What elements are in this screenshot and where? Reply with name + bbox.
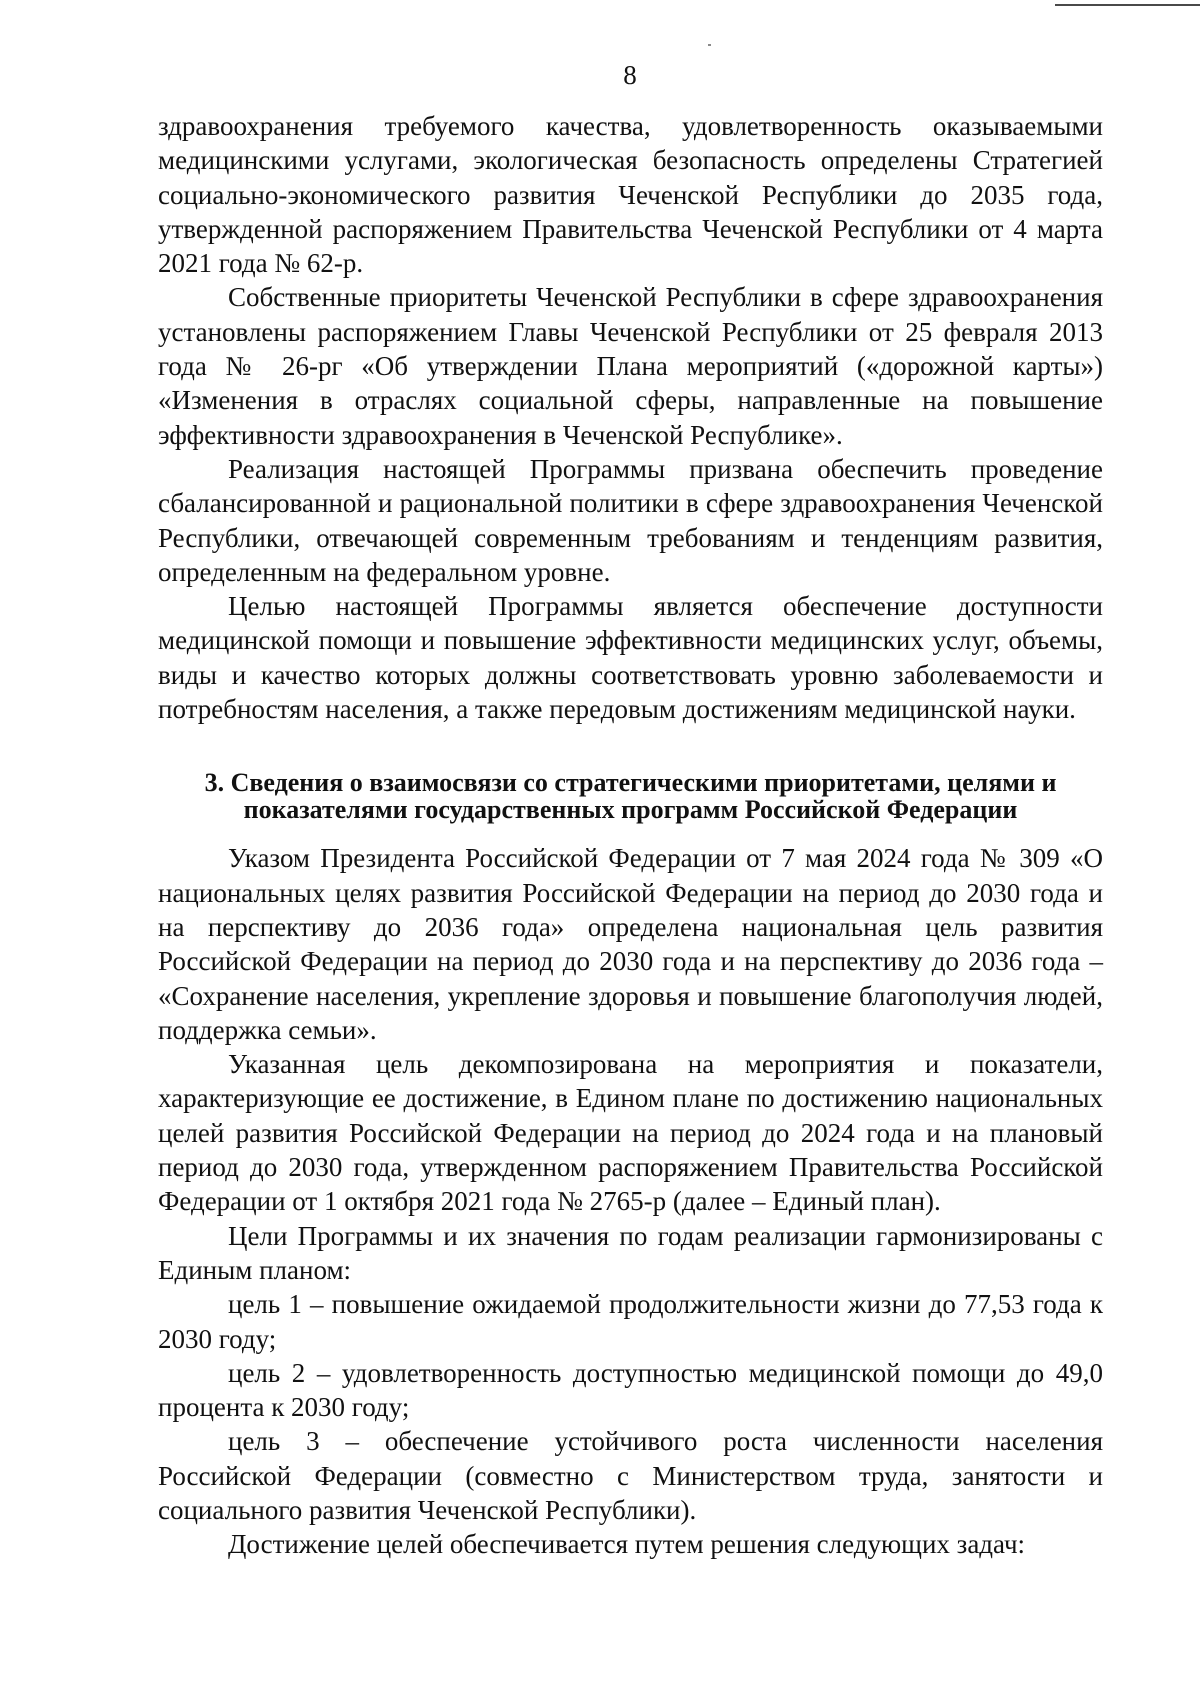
section-heading	[158, 769, 1103, 823]
paragraph-priorities: Собственные приоритеты Чеченской Республики в сфере здравоохранения установлены распоряжением Главы Чеченской Республики от 25 февраля 2013 года № 26-рг «Об утверждении Плана мероприятий («дорожной карты») «Изменения в отраслях социальной сферы, направленные на повышение эффективности здравоохранения в Чеченской Республике».	[158, 282, 1103, 450]
paragraph-presidential-decree: Указом Президента Российской Федерации от 7 мая 2024 года № 309 «О национальных целях развития Российской Федерации на период до 2030 года и на перспективу до 2036 года» определена национальная цель развития Российской Федерации на период до 2030 года и на перспективу до 2036 года – «Сохранение населения, укрепление здоровья и повышение благополучия людей, поддержка семьи».	[158, 843, 1103, 1045]
list-item-goal-2: цель 2 – удовлетворенность доступностью медицинской помощи до 49,0 процента к 2030 году;	[158, 1357, 1103, 1423]
paragraph-goals-harmonized: Цели Программы и их значения по годам реализации гармонизированы с Единым планом:	[158, 1220, 1103, 1285]
paragraph-unified-plan: Указанная цель декомпозирована на мероприятия и показатели, характеризующие ее достижение, в Едином плане по достижению национальных целей развития Российской Федерации на период до 2024 года и на плановый период до 2030 года, утвержденном распоряжением Правительства Российской Федерации от 1 октября 2021 года № 2765-р (далее – Единый план).	[158, 1049, 1103, 1217]
list-item-goal-1: цель 1 – повышение ожидаемой продолжительности жизни до 77,53 года к 2030 году;	[158, 1289, 1103, 1354]
section-heading-line-1: 3. Сведения о взаимосвязи со стратегическими приоритетами, целями и	[204, 768, 1057, 798]
document-body	[158, 109, 1103, 1562]
scan-speck	[708, 44, 711, 46]
paragraph-tasks-intro: Достижение целей обеспечивается путем решения следующих задач:	[228, 1529, 1026, 1560]
section-heading-line-2: показателями государственных программ Российской Федерации	[243, 795, 1018, 825]
scan-edge-line	[1055, 4, 1200, 6]
paragraph-continuation: здравоохранения требуемого качества, удовлетворенность оказываемыми медицинскими услугами, экологическая безопасность определены Стратегией социально-экономического развития Чеченской Республики до 2035 года, утвержденной распоряжением Правительства Чеченской Республики от 4 марта 2021 года № 62-р.	[158, 111, 1103, 279]
paragraph-program-goal: Целью настоящей Программы является обеспечение доступности медицинской помощи и повышение эффективности медицинских услуг, объемы, виды и качество которых должны соответствовать уровню заболеваемости и потребностям населения, а также передовым достижениям медицинской науки.	[158, 591, 1103, 725]
list-item-goal-3: цель 3 – обеспечение устойчивого роста численности населения Российской Федерации (совместно с Министерством труда, занятости и социального развития Чеченской Республики).	[158, 1426, 1103, 1525]
paragraph-implementation: Реализация настоящей Программы призвана обеспечить проведение сбалансированной и рациональной политики в сфере здравоохранения Чеченской Республики, отвечающей современным требованиям и тенденциям развития, определенным на федеральном уровне.	[158, 453, 1103, 587]
page-number: 8	[623, 60, 637, 90]
